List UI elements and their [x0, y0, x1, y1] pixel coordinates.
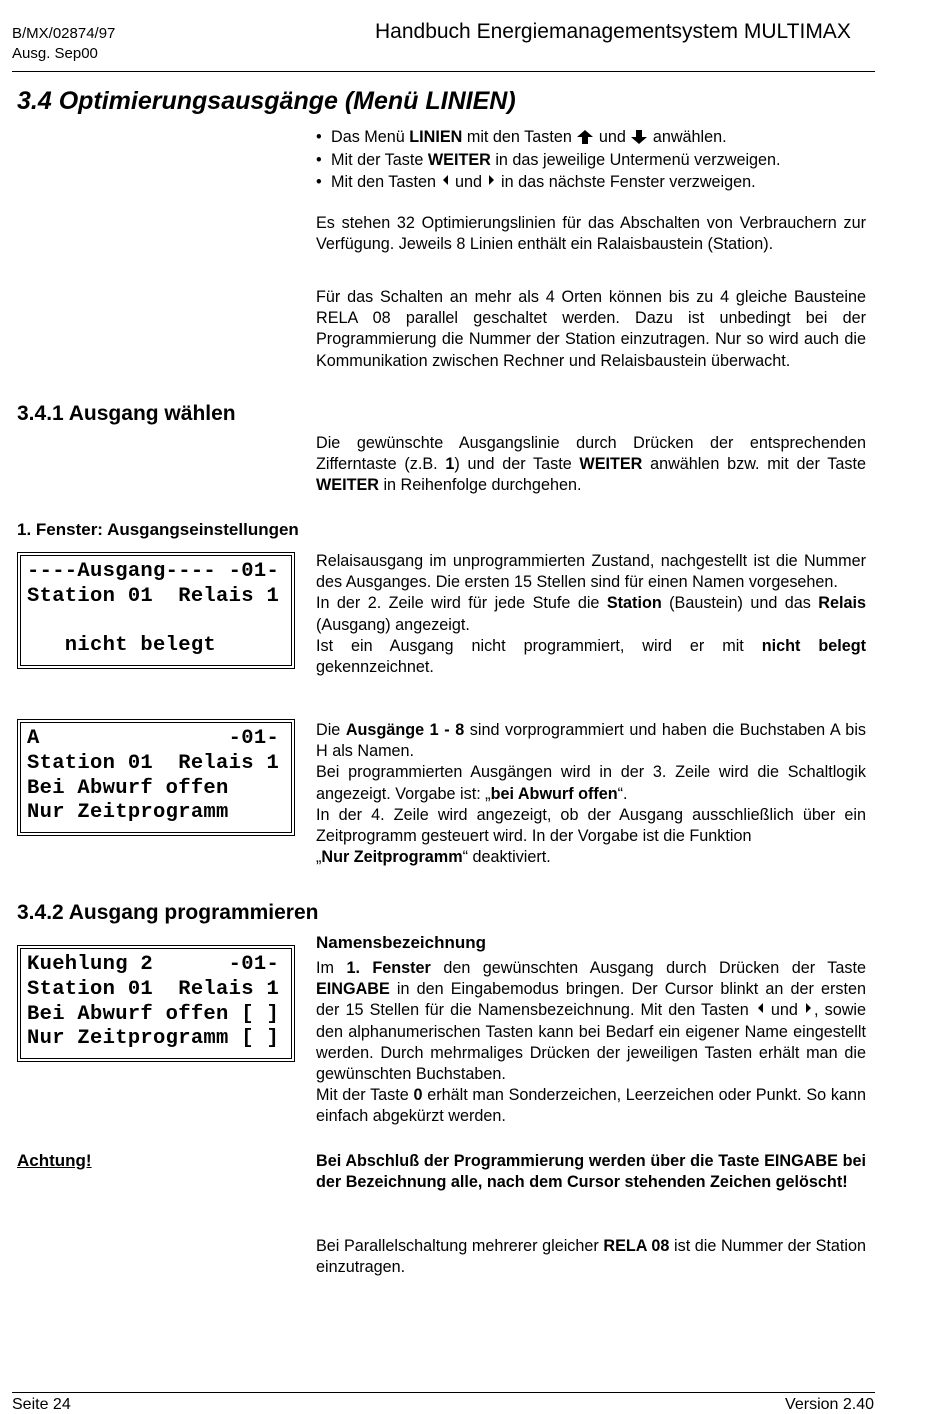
text: in den Eingabemodus bringen. Der Cursor blinkt an der ersten der 15 Stellen für die Namensbezeichnung. Mit den Tasten — [316, 980, 866, 1020]
bullet-list — [316, 126, 866, 194]
names-subtitle: Namensbezeichnung — [316, 933, 487, 952]
subsection-title-342: 3.4.2 Ausgang programmieren — [17, 901, 319, 924]
text: in Reihenfolge durchgehen. — [378, 476, 582, 495]
lcd-display-unprogrammed — [17, 552, 295, 669]
text: In der 2. Zeile wird für jede Stufe die — [316, 594, 607, 613]
key-eingabe: EINGABE — [316, 980, 390, 999]
lcd-line: nicht belegt — [27, 634, 217, 657]
text: sind vorprogrammiert und haben die Buchstaben A bis H als Namen. — [316, 721, 867, 761]
lcd-line: Station 01 Relais 1 — [27, 978, 280, 1001]
lcd-line: Kuehlung 2 -01- — [27, 953, 280, 976]
term-nur-zeitprogramm: Nur Zeitprogramm — [321, 848, 463, 867]
paragraph — [316, 1236, 866, 1278]
text: Bei programmierten Ausgängen wird in der 3. Zeile wird die Schaltlogik angezeigt. Vorgabe ist: „ — [316, 763, 866, 803]
paragraph — [316, 958, 866, 1085]
text: Mit der Taste — [316, 1086, 414, 1105]
paragraph — [316, 762, 866, 804]
term-station: Station — [606, 594, 662, 613]
key-linien: LINIEN — [409, 128, 463, 146]
text: anwählen. — [648, 128, 727, 146]
lcd-display-default — [17, 719, 295, 836]
intro-paragraph-1 — [316, 213, 866, 255]
lcd-line: Station 01 Relais 1 — [27, 585, 280, 608]
text: gekennzeichnet. — [316, 658, 434, 677]
lcd-line: Bei Abwurf offen [ ] — [27, 1003, 280, 1026]
header-rule — [12, 71, 875, 72]
text: ) und der Taste — [454, 455, 580, 474]
paragraph — [316, 593, 866, 635]
paragraph — [316, 636, 866, 678]
key-weiter: WEITER — [316, 476, 379, 495]
paragraph: Relaisausgang im unprogrammierten Zustand, nachgestellt ist die Nummer des Ausganges. Die ersten 15 Stellen sind für einen Namen vorgesehen. — [316, 552, 866, 592]
text: mit den Tasten — [462, 128, 577, 146]
text: Mit den Tasten — [331, 173, 441, 191]
text: anwählen bzw. mit der Taste — [642, 455, 866, 474]
document-id: B/MX/02874/97 — [12, 25, 116, 42]
names-paragraph — [316, 958, 866, 1128]
key-weiter: WEITER — [579, 455, 643, 474]
term-bei-abwurf-offen: bei Abwurf offen — [490, 784, 618, 803]
warning-text — [316, 1151, 866, 1193]
version: Version 2.40 — [785, 1396, 874, 1413]
text: Mit der Taste — [331, 150, 428, 169]
lcd-line: Station 01 Relais 1 — [27, 752, 280, 775]
header-title: Handbuch Energiemanagementsystem MULTIMAX — [375, 20, 851, 43]
section-title: 3.4 Optimierungsausgänge (Menü LINIEN) — [17, 87, 516, 115]
footer-rule — [12, 1392, 875, 1393]
select-output-paragraph — [316, 433, 866, 497]
key-1: 1 — [445, 455, 455, 474]
text: „ — [316, 848, 322, 867]
text: (Baustein) und das — [661, 594, 819, 613]
intro-paragraph-2 — [316, 287, 866, 372]
bullet-item — [316, 126, 866, 149]
edition: Ausg. Sep00 — [12, 45, 98, 62]
menu-instructions — [316, 126, 866, 194]
text: und — [764, 1001, 805, 1020]
bullet-item — [316, 149, 866, 172]
window-label: 1. Fenster: Ausgangseinstellungen — [17, 520, 299, 539]
warning-label: Achtung! — [17, 1151, 92, 1170]
term-relais: Relais — [818, 594, 866, 613]
document-id-block — [12, 24, 115, 64]
text: in das nächste Fenster verzweigen. — [496, 173, 756, 191]
paragraph: In der 4. Zeile wird angezeigt, ob der Ausgang ausschließlich über ein Zeitprogramm gesteuert wird. In der Vorgabe ist die Funktion — [316, 805, 866, 846]
text: Die — [316, 721, 346, 739]
paragraph: Für das Schalten an mehr als 4 Orten können bis zu 4 gleiche Bausteine RELA 08 parallel geschaltet werden. Dazu ist unbedingt bei der Programmierung die Nummer der Station einzutragen. Nur so wird auch die Kommunikation zwischen Rechner und Relaisbaustein überwacht. — [316, 288, 866, 370]
text: “ deaktiviert. — [462, 848, 551, 867]
text: Ist ein Ausgang nicht programmiert, wird er mit — [316, 636, 762, 655]
lcd-line: A -01- — [27, 727, 280, 750]
lcd-line: Bei Abwurf offen — [27, 777, 229, 800]
lcd2-description — [316, 720, 866, 868]
text: Die gewünschte Ausgangslinie durch Drücken der entsprechenden Zifferntaste (z.B. — [316, 434, 866, 474]
text: Im — [316, 959, 347, 977]
text: in das jeweilige Untermenü verzweigen. — [490, 150, 781, 169]
paragraph — [316, 720, 866, 762]
key-weiter: WEITER — [427, 150, 491, 169]
key-0: 0 — [413, 1086, 423, 1105]
subsection-title-341: 3.4.1 Ausgang wählen — [17, 402, 236, 425]
text: erhält man Sonderzeichen, Leerzeichen oder Punkt. So kann einfach abgekürzt werden. — [316, 1086, 866, 1126]
lcd-display-programmed — [17, 945, 295, 1062]
lcd1-description — [316, 551, 866, 678]
text: (Ausgang) angezeigt. — [316, 615, 470, 634]
term-nicht-belegt: nicht belegt — [761, 636, 866, 655]
left-triangle-icon — [755, 1002, 765, 1014]
paragraph — [316, 1085, 866, 1127]
text: “. — [617, 784, 628, 803]
up-arrow-icon — [576, 130, 594, 144]
text: und — [450, 173, 487, 191]
paragraph: Es stehen 32 Optimierungslinien für das Abschalten von Verbrauchern zur Verfügung. Jeweils 8 Linien enthält ein Ralaisbaustein (Station). — [316, 214, 866, 254]
text: und — [594, 128, 631, 146]
bullet-item — [316, 171, 866, 194]
right-triangle-icon — [804, 1002, 814, 1014]
lcd-line: ----Ausgang---- -01- — [27, 560, 280, 583]
right-triangle-icon — [487, 174, 497, 186]
paragraph — [316, 847, 866, 868]
left-triangle-icon — [440, 174, 450, 186]
parallel-paragraph — [316, 1236, 866, 1278]
paragraph: Bei Abschluß der Programmierung werden über die Taste EINGABE bei der Bezeichnung alle, nach dem Cursor stehenden Zeichen gelöscht! — [316, 1152, 866, 1192]
text: Das Menü — [331, 128, 410, 146]
term-rela-08: RELA 08 — [603, 1237, 670, 1255]
text: Bei Parallelschaltung mehrerer gleicher — [316, 1237, 604, 1255]
term-1-fenster: 1. Fenster — [346, 959, 431, 977]
text: den gewünschten Ausgang durch Drücken der Taste — [430, 959, 866, 977]
lcd-line: Nur Zeitprogramm [ ] — [27, 1027, 280, 1050]
page-number: Seite 24 — [12, 1396, 71, 1413]
text: , sowie den alphanumerischen Tasten kann bei Bedarf ein eigener Name eingestellt werden. Durch mehrmaliges Drücken der jeweiligen Tasten erhält man die gewünschten Buchstaben. — [316, 1001, 866, 1084]
text: ist die Nummer der Station einzutragen. — [316, 1237, 866, 1277]
down-arrow-icon — [630, 130, 648, 144]
term-ausgaenge: Ausgänge 1 - 8 — [345, 721, 465, 739]
lcd-line: Nur Zeitprogramm — [27, 801, 229, 824]
paragraph — [316, 433, 866, 497]
